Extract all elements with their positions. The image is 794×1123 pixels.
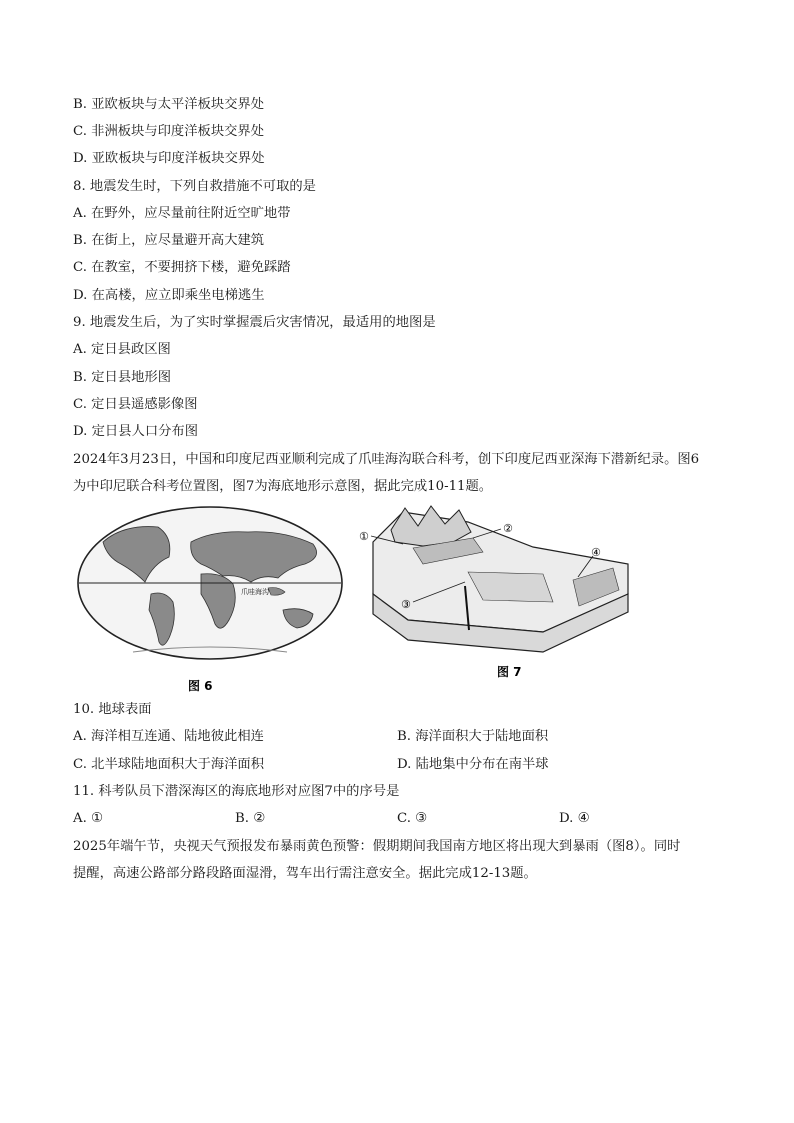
question-9: 9. 地震发生后，为了实时掌握震后灾害情况，最适用的地图是 [73, 315, 436, 330]
marker-4: ④ [591, 546, 601, 559]
java-trench-label: 爪哇海沟 [241, 588, 269, 596]
option-b-plate: B. 亚欧板块与太平洋板块交界处 [73, 97, 265, 112]
q9-option-c: C. 定日县遥感影像图 [73, 397, 198, 412]
question-8: 8. 地震发生时，下列自救措施不可取的是 [73, 179, 316, 194]
figure-7-caption: 图 7 [497, 665, 522, 679]
passage-1-line-1: 2024年3月23日，中国和印度尼西亚顺利完成了爪哇海沟联合科考，创下印度尼西亚深海下潜新纪录。图6 [73, 452, 700, 467]
passage-2-line-2: 提醒，高速公路部分路段路面湿滑，驾车出行需注意安全。据此完成12-13题。 [73, 866, 537, 881]
passage-1-line-2: 为中印尼联合科考位置图，图7为海底地形示意图，据此完成10-11题。 [73, 479, 493, 494]
q11-option-b: B. ② [235, 811, 266, 826]
q10-option-d: D. 陆地集中分布在南半球 [397, 757, 549, 772]
q8-option-c: C. 在教室，不要拥挤下楼，避免踩踏 [73, 260, 291, 275]
figures-6-7 [73, 502, 635, 698]
seafloor-diagram-figure-7 [359, 506, 628, 652]
passage-2-line-1: 2025年端午节，央视天气预报发布暴雨黄色预警：假期期间我国南方地区将出现大到暴雨（图8）。同时 [73, 839, 681, 854]
q10-option-b: B. 海洋面积大于陆地面积 [397, 729, 549, 744]
figure-6-caption: 图 6 [188, 679, 213, 693]
marker-1: ① [359, 530, 369, 543]
q10-option-a: A. 海洋相互连通、陆地彼此相连 [73, 729, 264, 744]
q9-option-b: B. 定日县地形图 [73, 370, 172, 385]
q11-option-c: C. ③ [397, 811, 428, 826]
q8-option-b: B. 在街上，应尽量避开高大建筑 [73, 233, 265, 248]
q9-option-a: A. 定日县政区图 [73, 342, 171, 357]
q8-option-a: A. 在野外，应尽量前往附近空旷地带 [73, 206, 291, 221]
question-10: 10. 地球表面 [73, 702, 152, 717]
q11-option-d: D. ④ [559, 811, 590, 826]
question-11: 11. 科考队员下潜深海区的海底地形对应图7中的序号是 [73, 784, 400, 799]
q8-option-d: D. 在高楼，应立即乘坐电梯逃生 [73, 288, 265, 303]
option-c-plate: C. 非洲板块与印度洋板块交界处 [73, 124, 265, 139]
figures-svg [73, 502, 635, 698]
world-map-figure-6 [78, 507, 342, 659]
q10-option-c: C. 北半球陆地面积大于海洋面积 [73, 757, 265, 772]
marker-2: ② [503, 522, 513, 535]
option-d-plate: D. 亚欧板块与印度洋板块交界处 [73, 151, 265, 166]
q9-option-d: D. 定日县人口分布图 [73, 424, 199, 439]
marker-3: ③ [401, 598, 411, 611]
q11-option-a: A. ① [73, 811, 103, 826]
